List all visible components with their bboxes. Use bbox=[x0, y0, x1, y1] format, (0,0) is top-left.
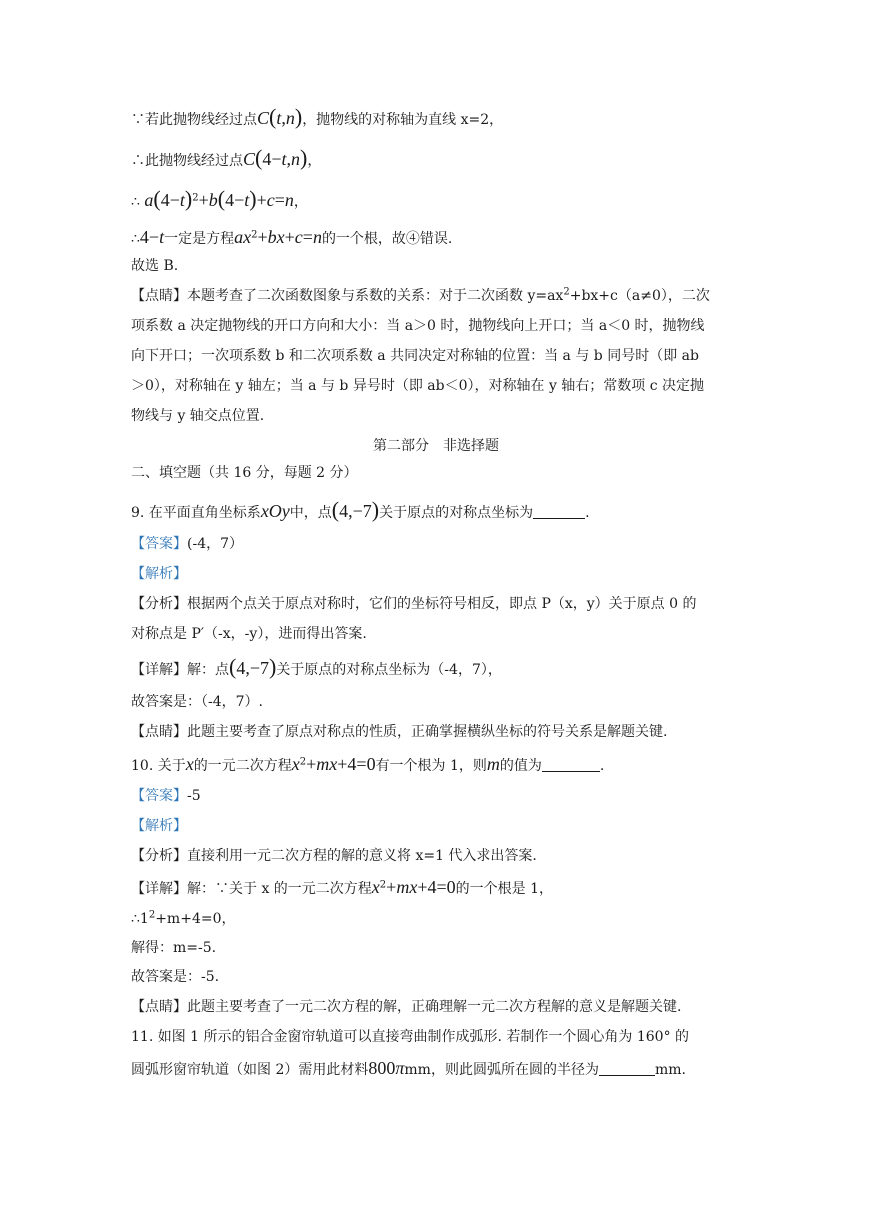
text: ∴ bbox=[131, 194, 140, 210]
math-paren: ) bbox=[184, 186, 193, 211]
math-var: t bbox=[179, 190, 185, 210]
dianjing-line-1 bbox=[131, 285, 741, 307]
math-exponent: 2 bbox=[379, 879, 387, 891]
q10-conclusion: 故答案是：-5. bbox=[131, 969, 220, 985]
math-point-C: C bbox=[257, 108, 270, 128]
question-11-line-1: 11. 如图 1 所示的铝合金窗帘轨道可以直接弯曲制作成弧形. 若制作一个圆心角为 160° 的 bbox=[131, 1029, 690, 1045]
math-num: 0 bbox=[366, 754, 376, 774]
answer-blank bbox=[599, 1061, 655, 1076]
math-num: 4, bbox=[339, 501, 353, 521]
math-exponent: 2 bbox=[251, 229, 258, 241]
text: 【点睛】本题考查了二次函数图象与系数的关系：对于二次函数 y=ax bbox=[131, 288, 564, 304]
question-9 bbox=[131, 499, 741, 524]
math-op: − bbox=[271, 149, 282, 169]
math-op: + bbox=[256, 190, 267, 210]
q10-xiangjie bbox=[131, 876, 741, 900]
section-heading: 第二部分 非选择题 bbox=[373, 438, 499, 454]
math-op: + bbox=[257, 227, 268, 247]
math-term: mx bbox=[316, 754, 338, 774]
math-paren: ) bbox=[300, 145, 308, 170]
text: 圆弧形窗帘轨道（如图 2）需用此材料 bbox=[131, 1062, 369, 1078]
q9-xiangjie bbox=[131, 656, 741, 681]
math-num: 4 bbox=[139, 227, 149, 247]
math-paren: ( bbox=[331, 497, 340, 522]
q9-conclusion: 故答案是：（-4，7）. bbox=[131, 694, 263, 710]
math-op: + bbox=[284, 227, 295, 247]
text: +bx+c（a≠0），二次 bbox=[569, 288, 710, 304]
solution-line-3 bbox=[131, 188, 741, 213]
q10-jiexi: 【解析】 bbox=[131, 818, 187, 834]
answer-value: -5 bbox=[187, 788, 201, 804]
q10-dianjing: 【点睛】此题主要考查了一元二次方程的解，正确理解一元二次方程解的意义是解题关键. bbox=[131, 999, 682, 1015]
text: ， bbox=[307, 153, 322, 169]
math-var: c bbox=[294, 227, 303, 247]
text: 【详解】解：点 bbox=[131, 662, 229, 678]
text: ， bbox=[293, 194, 308, 210]
math-paren: ) bbox=[249, 186, 257, 211]
math-num: 0 bbox=[446, 877, 456, 897]
q9-jiexi: 【解析】 bbox=[131, 566, 187, 582]
text: . bbox=[585, 505, 590, 521]
q10-answer bbox=[131, 785, 741, 807]
dianjing-line-3: 向下开口；一次项系数 b 和二次项系数 a 共同决定对称轴的位置：当 a 与 b 同号时（即 ab bbox=[131, 348, 699, 364]
math-paren: ( bbox=[229, 654, 237, 679]
math-op: = bbox=[274, 190, 285, 210]
math-paren: ) bbox=[268, 654, 277, 679]
dianjing-line-5: 物线与 y 轴交点位置. bbox=[131, 408, 265, 424]
text: ∴1 bbox=[131, 911, 149, 927]
math-op: − bbox=[148, 227, 160, 247]
math-var: x bbox=[371, 877, 380, 897]
answer-tag: 【答案】 bbox=[131, 788, 187, 804]
text: 【详解】解：∵关于 x 的一元二次方程 bbox=[131, 881, 372, 897]
math-var: x bbox=[185, 754, 194, 774]
text: 有一个根为 1，则 bbox=[375, 758, 487, 774]
math-coord-system: xOy bbox=[260, 501, 290, 521]
math-point-C: C bbox=[243, 149, 256, 169]
text: ∴此抛物线经过点 bbox=[131, 153, 243, 169]
text: 9. 在平面直角坐标系 bbox=[131, 505, 261, 521]
math-op: + bbox=[337, 754, 348, 774]
math-var: m bbox=[486, 754, 500, 774]
math-var: t bbox=[281, 149, 287, 169]
q9-dianjing: 【点睛】此题主要考查了原点对称点的性质，正确掌握横纵坐标的符号关系是解题关键. bbox=[131, 724, 668, 740]
text: 的一个根是 1， bbox=[455, 881, 553, 897]
math-op: = bbox=[356, 754, 367, 774]
solution-line-1 bbox=[131, 106, 741, 131]
text: 关于原点的对称点坐标为（-4，7）， bbox=[276, 662, 502, 678]
math-var: n bbox=[312, 227, 322, 247]
math-var: n bbox=[284, 190, 294, 210]
text: 的一个根，故④错误. bbox=[321, 231, 453, 247]
math-num: 4 bbox=[225, 190, 235, 210]
math-paren: ) bbox=[371, 497, 380, 522]
math-var: n bbox=[285, 108, 295, 128]
solution-line-4 bbox=[131, 226, 741, 250]
math-term: bx bbox=[267, 227, 285, 247]
math-exponent: 2 bbox=[148, 909, 156, 921]
text: mm，则此圆弧所在圆的半径为 bbox=[404, 1062, 599, 1078]
math-op: − bbox=[169, 190, 180, 210]
answer-blank bbox=[533, 504, 585, 519]
math-term: mx bbox=[396, 877, 418, 897]
solution-line-2 bbox=[131, 147, 741, 172]
math-num: −7 bbox=[249, 658, 269, 678]
q10-fenxi: 【分析】直接利用一元二次方程的解的意义将 x=1 代入求出答案. bbox=[131, 848, 537, 864]
text: 10. 关于 bbox=[131, 758, 186, 774]
fill-in-heading: 二、填空题（共 16 分，每题 2 分） bbox=[131, 465, 358, 481]
math-paren: ) bbox=[294, 104, 303, 129]
math-var: b bbox=[208, 190, 218, 210]
math-op: = bbox=[302, 227, 313, 247]
math-num: 4 bbox=[427, 877, 437, 897]
text: 中，点 bbox=[289, 505, 332, 521]
text: 一定是方程 bbox=[164, 231, 235, 247]
math-pi: π bbox=[395, 1058, 405, 1078]
math-paren: ( bbox=[269, 104, 277, 129]
text: 的一元二次方程 bbox=[193, 758, 292, 774]
q9-fenxi-2: 对称点是 P′（-x，-y），进而得出答案. bbox=[131, 626, 367, 642]
text: 关于原点的对称点坐标为 bbox=[379, 505, 534, 521]
text: +m+4=0， bbox=[155, 911, 236, 927]
math-num: −7 bbox=[352, 501, 372, 521]
math-var: t bbox=[159, 227, 165, 247]
math-term: ax bbox=[234, 227, 252, 247]
answer-tag: 【答案】 bbox=[131, 536, 187, 552]
q10-solve: 解得：m=-5. bbox=[131, 940, 217, 956]
math-exponent: 2 bbox=[192, 192, 199, 204]
math-num: 4 bbox=[262, 149, 272, 169]
dianjing-line-2: 项系数 a 决定抛物线的开口方向和大小：当 a＞0 时，抛物线向上开口；当 a＜0 时，抛物线 bbox=[131, 318, 705, 334]
math-comma: , bbox=[286, 149, 292, 169]
answer-blank bbox=[542, 757, 600, 772]
math-op: = bbox=[436, 877, 447, 897]
q9-answer bbox=[131, 533, 741, 555]
math-var: t bbox=[276, 108, 282, 128]
math-exponent: 2 bbox=[563, 286, 570, 298]
math-comma: , bbox=[281, 108, 286, 128]
question-10 bbox=[131, 753, 741, 777]
math-num: 4 bbox=[347, 754, 357, 774]
answer-value: (-4，7） bbox=[187, 536, 244, 552]
math-var: x bbox=[291, 754, 300, 774]
question-11-line-2 bbox=[131, 1057, 741, 1081]
math-op: + bbox=[306, 754, 317, 774]
text: ∵若此抛物线经过点 bbox=[131, 112, 257, 128]
math-var: n bbox=[291, 149, 301, 169]
solution-choice: 故选 B. bbox=[131, 258, 179, 274]
text: mm. bbox=[654, 1062, 686, 1078]
math-var: c bbox=[266, 190, 275, 210]
dianjing-line-4: ＞0），对称轴在 y 轴左；当 a 与 b 异号时（即 ab＜0），对称轴在 y 轴右；常数项 c 决定抛 bbox=[131, 378, 705, 394]
text: ，抛物线的对称轴为直线 x=2， bbox=[302, 112, 504, 128]
math-var: a bbox=[144, 190, 154, 210]
math-exponent: 2 bbox=[299, 756, 307, 768]
math-op: + bbox=[386, 877, 397, 897]
text: ∴ bbox=[131, 231, 140, 247]
math-num: 4 bbox=[160, 190, 170, 210]
text: 的值为 bbox=[499, 758, 542, 774]
math-var: t bbox=[244, 190, 250, 210]
math-paren: ( bbox=[217, 186, 226, 211]
q9-fenxi-1: 【分析】根据两个点关于原点对称时，它们的坐标符号相反，即点 P（x，y）关于原点 0 的 bbox=[131, 596, 697, 612]
math-op: + bbox=[417, 877, 428, 897]
math-op: − bbox=[234, 190, 245, 210]
text: . bbox=[599, 758, 605, 774]
math-paren: ( bbox=[255, 145, 263, 170]
math-num: 800 bbox=[368, 1058, 396, 1078]
q10-step bbox=[131, 908, 741, 930]
math-paren: ( bbox=[153, 186, 161, 211]
math-op: + bbox=[198, 190, 209, 210]
math-num: 4, bbox=[236, 658, 250, 678]
